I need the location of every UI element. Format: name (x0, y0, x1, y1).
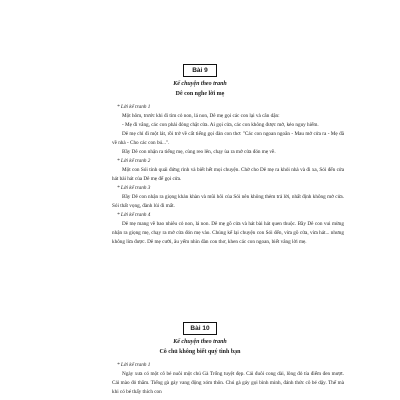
caption-heading: * Lời kể tranh 2 (117, 158, 151, 164)
lesson-10-subtitle: Kể chuyện theo tranh (173, 339, 227, 345)
paragraph: - Mẹ đi vắng, các con phải đóng chặt cửa. Ai gọi cửa, các con không được mở, kẻo nguy hiểm. (122, 122, 319, 128)
lesson-9-title: Dê con nghe lời mẹ (175, 91, 225, 97)
caption-heading: * Lời kể tranh 4 (117, 212, 151, 218)
paragraph: Bầy Dê con nhận ra giọng khàn khàn và mũi hôi của Sói nên không thèm trả lời, nhất định không mở cửa. Sói thất vọng, đành lủi đi mất. (112, 194, 344, 209)
paragraph: Bầy Dê con nhận ra tiếng mẹ, cùng reo lên, chạy ùa ra mở cửa đón mẹ về. (122, 149, 276, 155)
paragraph: Một con Sói tinh quái đứng rình và biết hết mọi chuyện. Chờ cho Dê mẹ ra khỏi nhà và đi xa, Sói đến cửa hát bài hát của Dê mẹ để gọi cửa. (112, 167, 344, 182)
paragraph: Ngày xưa có một cô bé nuôi một chú Gà Trống tuyệt đẹp. Cái đuôi cong dài, lông đỏ tía điểm đen mượt. Cái mào đỏ thắm. Tiếng gà gáy vang động xóm thôn. Chú gà gáy gọi bình minh, đánh thức cô bé dậy. Thế mà khi có bé thấy thích con (112, 371, 344, 395)
lesson-9-number-box: Bài 9 (183, 64, 217, 77)
lesson-10-text (112, 361, 344, 397)
paragraph: Dê mẹ mang về bao nhiêu cỏ non, lá non. Dê mẹ gõ cửa và hát bài hát quen thuộc. Bầy Dê con vui mừng nhận ra giọng mẹ, chạy ra mở cửa đón mẹ vào. Chúng kể lại chuyện con Sói đến, vừa gõ cửa, vừa hát... nhưng không lừa được. Dê mẹ cười, âu yếm nhìn đàn con thơ, khen các con ngoan, biết vâng lời mẹ. (112, 221, 344, 245)
lesson-9-subtitle: Kể chuyện theo tranh (173, 81, 227, 87)
paragraph: Một hôm, trước khi đi tìm cỏ non, lá non, Dê mẹ gọi các con lại và căn dặn: (122, 113, 280, 119)
lesson-10-number-box: Bài 10 (183, 322, 217, 335)
caption-heading: * Lời kể tranh 1 (117, 104, 151, 110)
caption-heading: * Lời kể tranh 3 (117, 185, 151, 191)
lesson-9-text (112, 103, 344, 247)
caption-heading: * Lời kể tranh 1 (117, 362, 151, 368)
lesson-10-title: Cô chủ không biết quý tình bạn (159, 349, 241, 355)
paragraph: Dê mẹ chỉ đi một lát, rồi trở về cất tiếng gọi đàn con thơ: "Các con ngoan ngoãn - Mau mở cửa ra - Mẹ đã về nhà - Cho các con bú...". (112, 131, 344, 146)
